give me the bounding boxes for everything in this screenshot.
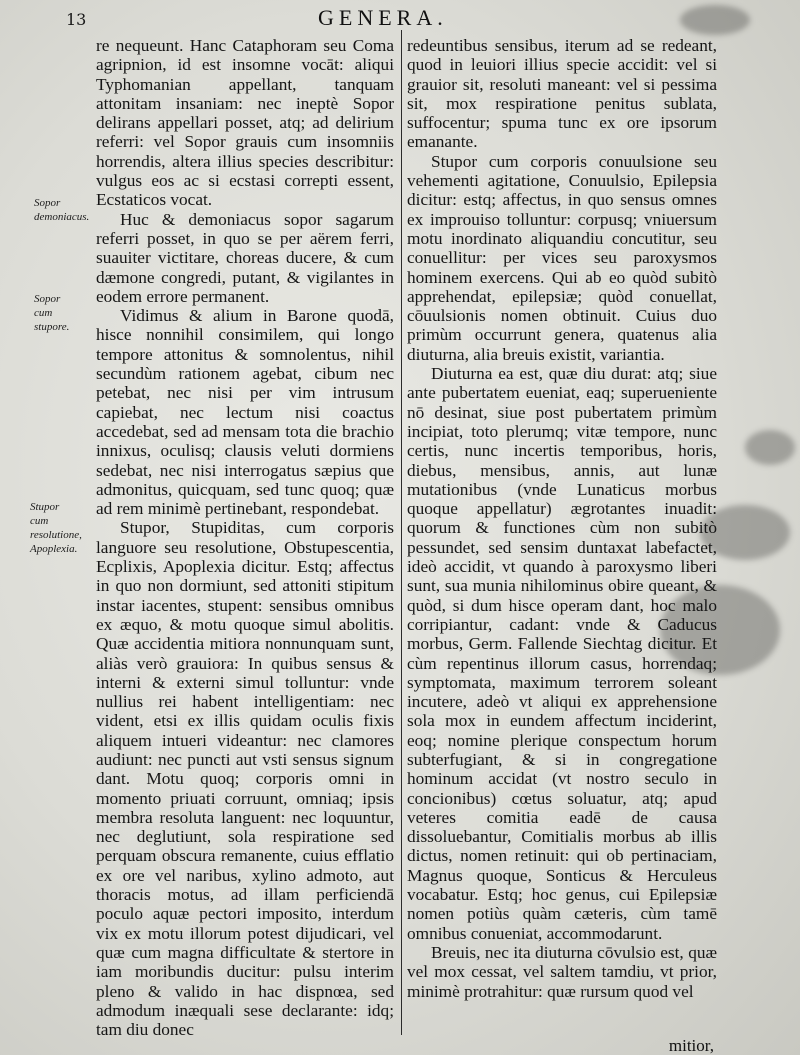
margin-note: Stupor cum resolutione, Apoplexia. bbox=[30, 501, 82, 555]
right-column bbox=[407, 36, 717, 1001]
ink-stain bbox=[745, 430, 795, 465]
page-number: 13 bbox=[66, 10, 87, 29]
paragraph: redeuntibus sensibus, iterum ad se redeant, quod in leuiori illius specie accidit: vel si grauior sit, resoluti maneant: vel si pessima sit, mox respiratione penitus sublata, suffocentur; spuma tunc ex ore ipsorum emanante. bbox=[407, 36, 717, 152]
margin-note: Sopor cum stupore. bbox=[34, 293, 70, 333]
paragraph: Diuturna ea est, quæ diu durat: atq; siue ante pubertatem eueniat, eaq; superueniente nō desinat, siue post pubertatem primùm incipiat, toto plerumq; vitæ tempore, nunc certis, nunc incertis temporibus, horis, diebus, mensibus, annis, aut lunæ mutationibus (vnde Lunaticus morbus quoque appellatur) ægrotantes inuadit: quorum & functiones cùm non subitò pessundet, sed sensim duntaxat labefactet, ideò accidit, vt quando à paroxysmo liberi sunt, sua munia nihilominus obire queant, & quòd, si dum hisce operam dant, hoc malo corripiantur, cadant: vnde & Caducus morbus, Germ. Fallende Siechtag dicitur. Et cùm repentinus illorum casus, horrendaq; symptomata, maximum terrorem soleant incutere, adeò vt aliqui ex apprehensione sola mox in eundem affectum inciderint, eoq; nomine plerique conspectum horum subterfugiant, & si in congregatione hominum accidat (vt nostro seculo in concionibus) cœtus soluatur, atq; apud veteres comitia eadē de causa dissoluebantur, Comitialis morbus ab illis dictus, nomen retinuit: qui ob pertinaciam, Magnus quoque, Sonticus & Herculeus vocabatur. Estq; hoc genus, cui Epilepsiæ nomen potiùs quàm cæteris, cùm tamē omnibus conueniat, accommodarunt. bbox=[407, 364, 717, 943]
paragraph: re nequeunt. Hanc Cataphoram seu Coma agripnion, id est insomne vocāt: aliqui Typhomanian appellant, tanquam attonitam insaniam: nec ineptè Sopor delirans appellari posset, atq; ad delirium referri: vel Sopor grauis cum insomniis horrendis, altera illius species describitur: vulgus eos ac si ecstasi correpti essent, Ecstaticos vocat. bbox=[96, 36, 394, 210]
paragraph: Vidimus & alium in Barone quodā, hisce nonnihil consimilem, qui longo tempore attonitus & somnolentus, nihil secundùm rationem agebat, cibum nec petebat, nec nisi per vim intrusum capiebat, nec lectum nisi coactus accedebat, sed ad mensam tota die brachio innixus, oculisq; clausis veluti dormiens sedebat, nec nisi interrogatus sæpius que admonitus, quicquam, sed tunc quoq; quæ ad rem minimè pertinebant, respondebat. bbox=[96, 306, 394, 519]
margin-note: Sopor demoniacus. bbox=[34, 197, 90, 223]
paragraph: Stupor, Stupiditas, cum corporis languore seu resolutione, Obstupescentia, Ecplixis, Apoplexia dicitur. Estq; affectus in quo non dormiunt, sed attoniti stipitum instar iacentes, stupent: sensibus omnibus ex æquo, & motu quoque simul abolitis. Quæ accidentia mitiora nonnunquam sunt, aliàs verò grauiora: In quibus sensus & interni & externi simul tolluntur: vnde nullius rei habent intelligentiam: nec vident, etsi ex illis quidam oculis fixis aliquem intueri videantur: nec clamores audiunt: nec puncti aut vsti sensus signum dant. Motu quoq; corporis omni in momento priuati corruunt, omniaq; ipsis membra resoluta languent: nec loquuntur, nec deglutiunt, sola respiratione sed perquam obscura remanente, cuius efflatio ex ore vel naribus, xylino admoto, aut thoracis motus, ad illam perficiendā poculo aquæ pectori imposito, interdum vix ex motu illorum potest dijudicari, vel quæ cum magna difficultate & stertore in iam moribundis ducitur: pulsu interim pleno & valido in hac dispnœa, sed admodum inæquali sese declarante: idq; tam diu donec bbox=[96, 518, 394, 1040]
running-title: GENERA. bbox=[318, 5, 448, 30]
left-column bbox=[96, 36, 394, 1039]
page-header bbox=[0, 2, 800, 32]
catchword: mitior, bbox=[668, 1036, 714, 1055]
paragraph: Breuis, nec ita diuturna cōvulsio est, quæ vel mox cessat, vel saltem tamdiu, vt prior, minimè protrahitur: quæ rursum quod vel bbox=[407, 942, 717, 1001]
paragraph: Stupor cum corporis conuulsione seu vehementi agitatione, Conuulsio, Epilepsia dicitur: estq; affectus, in quo sensus omnes ex improuiso tolluntur: corpusq; vniuersum motu inordinato aliquandiu concutitur, seu conuellitur: per vices seu paroxysmos hominem exercens. Qui ab eo quòd subitò apprehendat, epilepsiæ; quòd conuellat, cōuulsionis nomen obtinuit. Cuius duo primùm occurrunt genera, quatenus alia diuturna, alia breuis existit, variantia. bbox=[407, 151, 717, 364]
paragraph: Huc & demoniacus sopor sagarum referri posset, in quo se per aërem ferri, suauiter victitare, choreas ducere, & cum dæmone congredi, putant, & vigilantes in eodem errore permanent. bbox=[96, 209, 394, 306]
column-divider bbox=[401, 30, 402, 1035]
